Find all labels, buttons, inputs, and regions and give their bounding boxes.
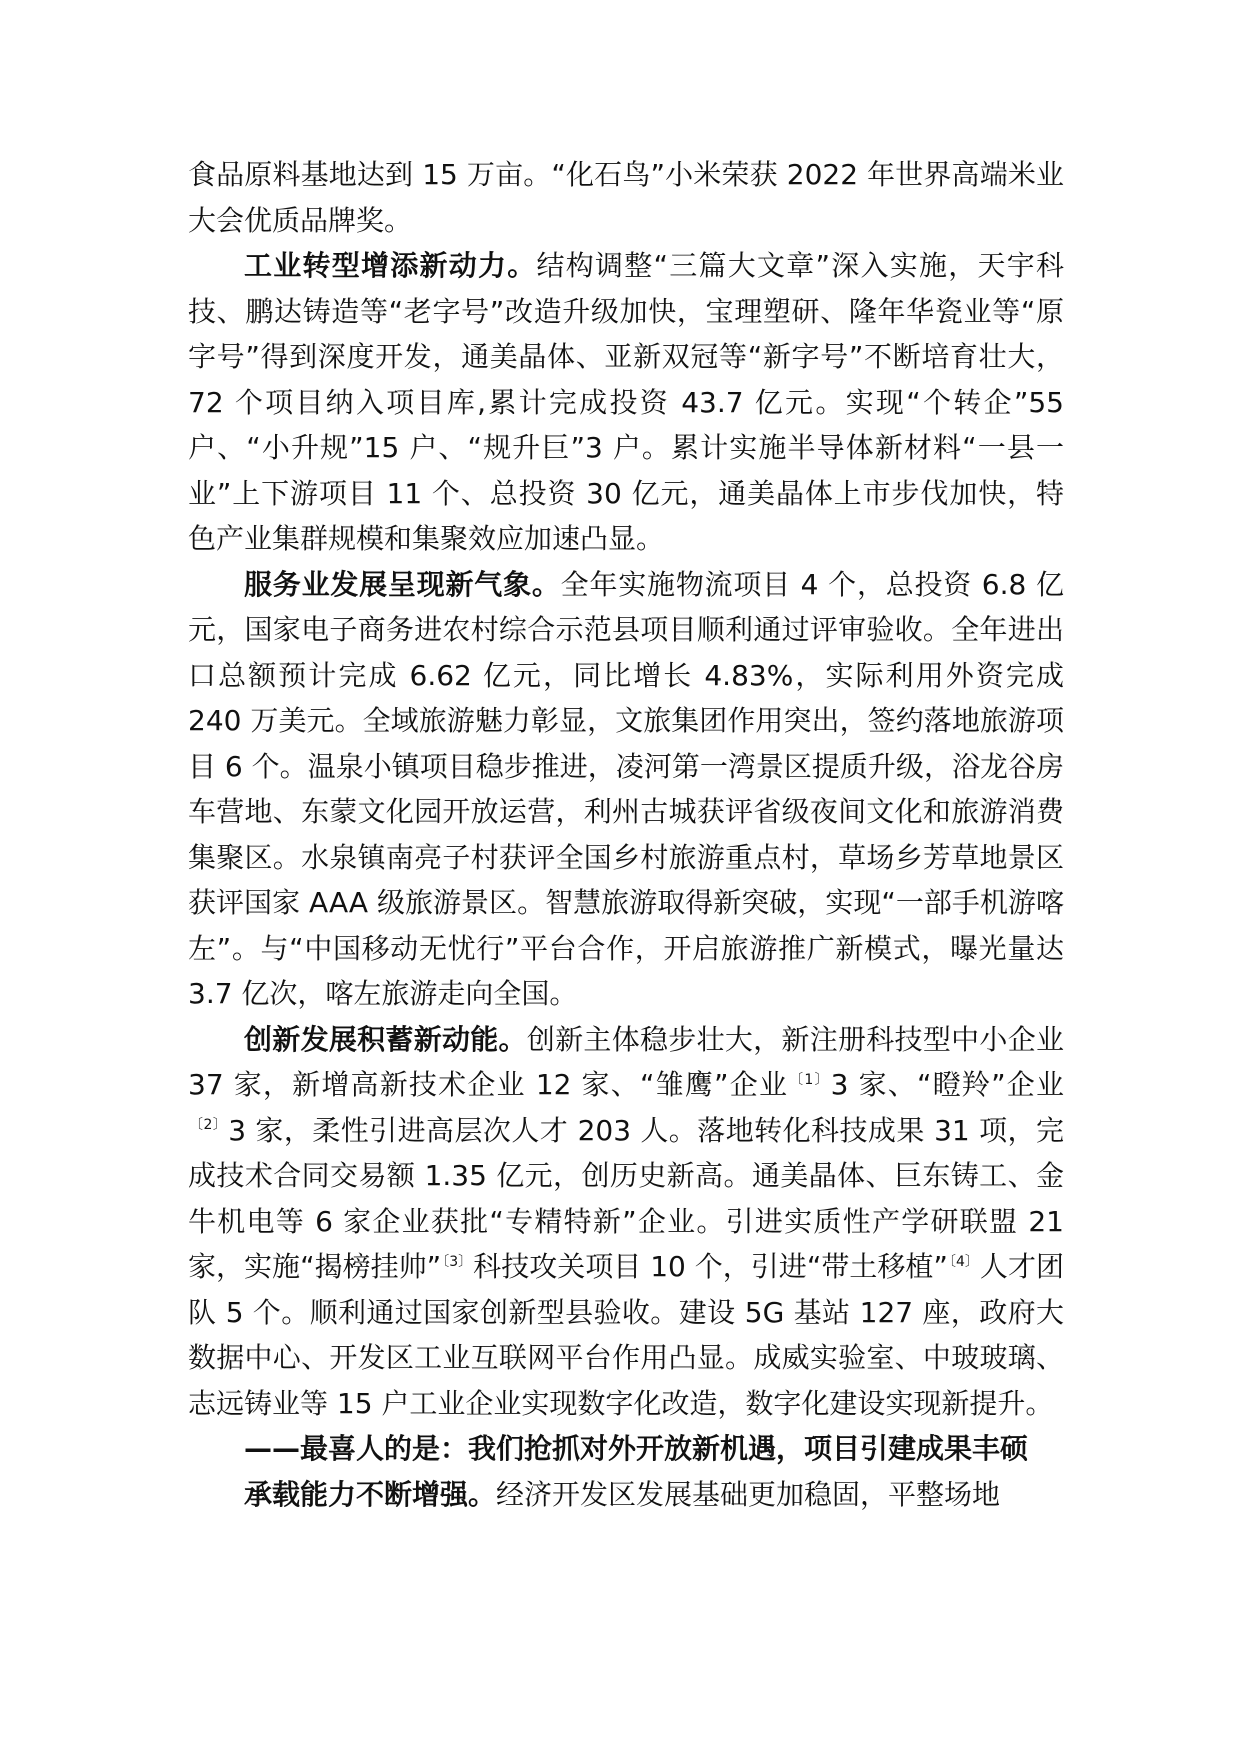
paragraph-text: 3 家、“瞪羚”企业 xyxy=(830,1068,1064,1101)
paragraph-services xyxy=(188,562,1064,1017)
paragraph-text: 科技攻关项目 10 个，引进“带土移植” xyxy=(473,1250,948,1283)
footnote-marker-2: 〔2〕 xyxy=(189,1117,228,1133)
paragraph-text: 全年实施物流项目 4 个，总投资 6.8 亿元，国家电子商务进农村综合示范县项目顺利通过评审验收。全年进出口总额预计完成 6.62 亿元，同比增长 4.83%，实际利用外资完成 240 万美元。全域旅游魅力彰显，文旅集团作用突出，签约落地旅游项目 6 个。温泉小镇项目稳步推进，凌河第一湾景区提质升级，浴龙谷房车营地、东蒙文化园开放运营，利州古城获评省级夜间文化和旅游消费集聚区。水泉镇南亮子村获评全国乡村旅游重点村，草场乡芳草地景区获评国家 AAA 级旅游景区。智慧旅游取得新突破，实现“一部手机游喀左”。与“中国移动无忧行”平台合作，开启旅游推广新模式，曝光量达 3.7 亿次，喀左旅游走向全国。 xyxy=(188,567,1064,1010)
paragraph-text: 人才团队 5 个。顺利通过国家创新型县验收。建设 5G 基站 127 座，政府大数据中心、开发区工业互联网平台作用凸显。成威实验室、中玻玻璃、志远铸业等 15 户工业企业实现数字化改造，数字化建设实现新提升。 xyxy=(188,1250,1064,1420)
paragraph-text: 3 家，柔性引进高层次人才 203 人。落地转化科技成果 31 项，完成技术合同交易额 1.35 亿元，创历史新高。通美晶体、巨东铸工、金牛机电等 6 家企业获批“专精特新”企业。引进实质性产学研联盟 21 家，实施“揭榜挂帅” xyxy=(188,1113,1064,1283)
paragraph-industry xyxy=(188,243,1064,562)
document-body xyxy=(188,152,1064,1517)
paragraph-lead: 承载能力不断增强。 xyxy=(244,1477,497,1511)
paragraph-text: 创新主体稳步壮大，新注册科技型中小企业 37 家，新增高新技术企业 12 家、“雏鹰”企业 xyxy=(188,1022,1064,1101)
footnote-marker-1: 〔1〕 xyxy=(789,1071,830,1088)
paragraph-capacity xyxy=(188,1472,1064,1518)
paragraph-text: 食品原料基地达到 15 万亩。“化石鸟”小米荣获 2022 年世界高端米业大会优质品牌奖。 xyxy=(188,158,1064,237)
paragraph-text: 结构调整“三篇大文章”深入实施，天宇科技、鹏达铸造等“老字号”改造升级加快，宝理塑研、隆年华瓷业等“原字号”得到深度开发，通美晶体、亚新双冠等“新字号”不断培育壮大，72 个项目纳入项目库,累计完成投资 43.7 亿元。实现“个转企”55 户、“小升规”15 户、“规升巨”3 户。累计实施半导体新材料“一县一业”上下游项目 11 个、总投资 30 亿元，通美晶体上市步伐加快，特色产业集群规模和集聚效应加速凸显。 xyxy=(188,249,1064,555)
paragraph-text: 经济开发区发展基础更加稳固，平整场地 xyxy=(496,1477,1001,1511)
paragraph-lead: 服务业发展呈现新气象。 xyxy=(244,567,561,601)
footnote-marker-3: 〔3〕 xyxy=(442,1253,473,1270)
paragraph-lead: 创新发展积蓄新动能。 xyxy=(244,1022,527,1056)
paragraph-food-base xyxy=(188,152,1064,243)
section-heading xyxy=(188,1426,1064,1472)
paragraph-lead: 工业转型增添新动力。 xyxy=(244,249,537,282)
section-heading-text: ——最喜人的是：我们抢抓对外开放新机遇，项目引建成果丰硕 xyxy=(244,1432,1029,1465)
footnote-marker-4: 〔4〕 xyxy=(948,1253,979,1270)
paragraph-innovation xyxy=(188,1017,1064,1427)
